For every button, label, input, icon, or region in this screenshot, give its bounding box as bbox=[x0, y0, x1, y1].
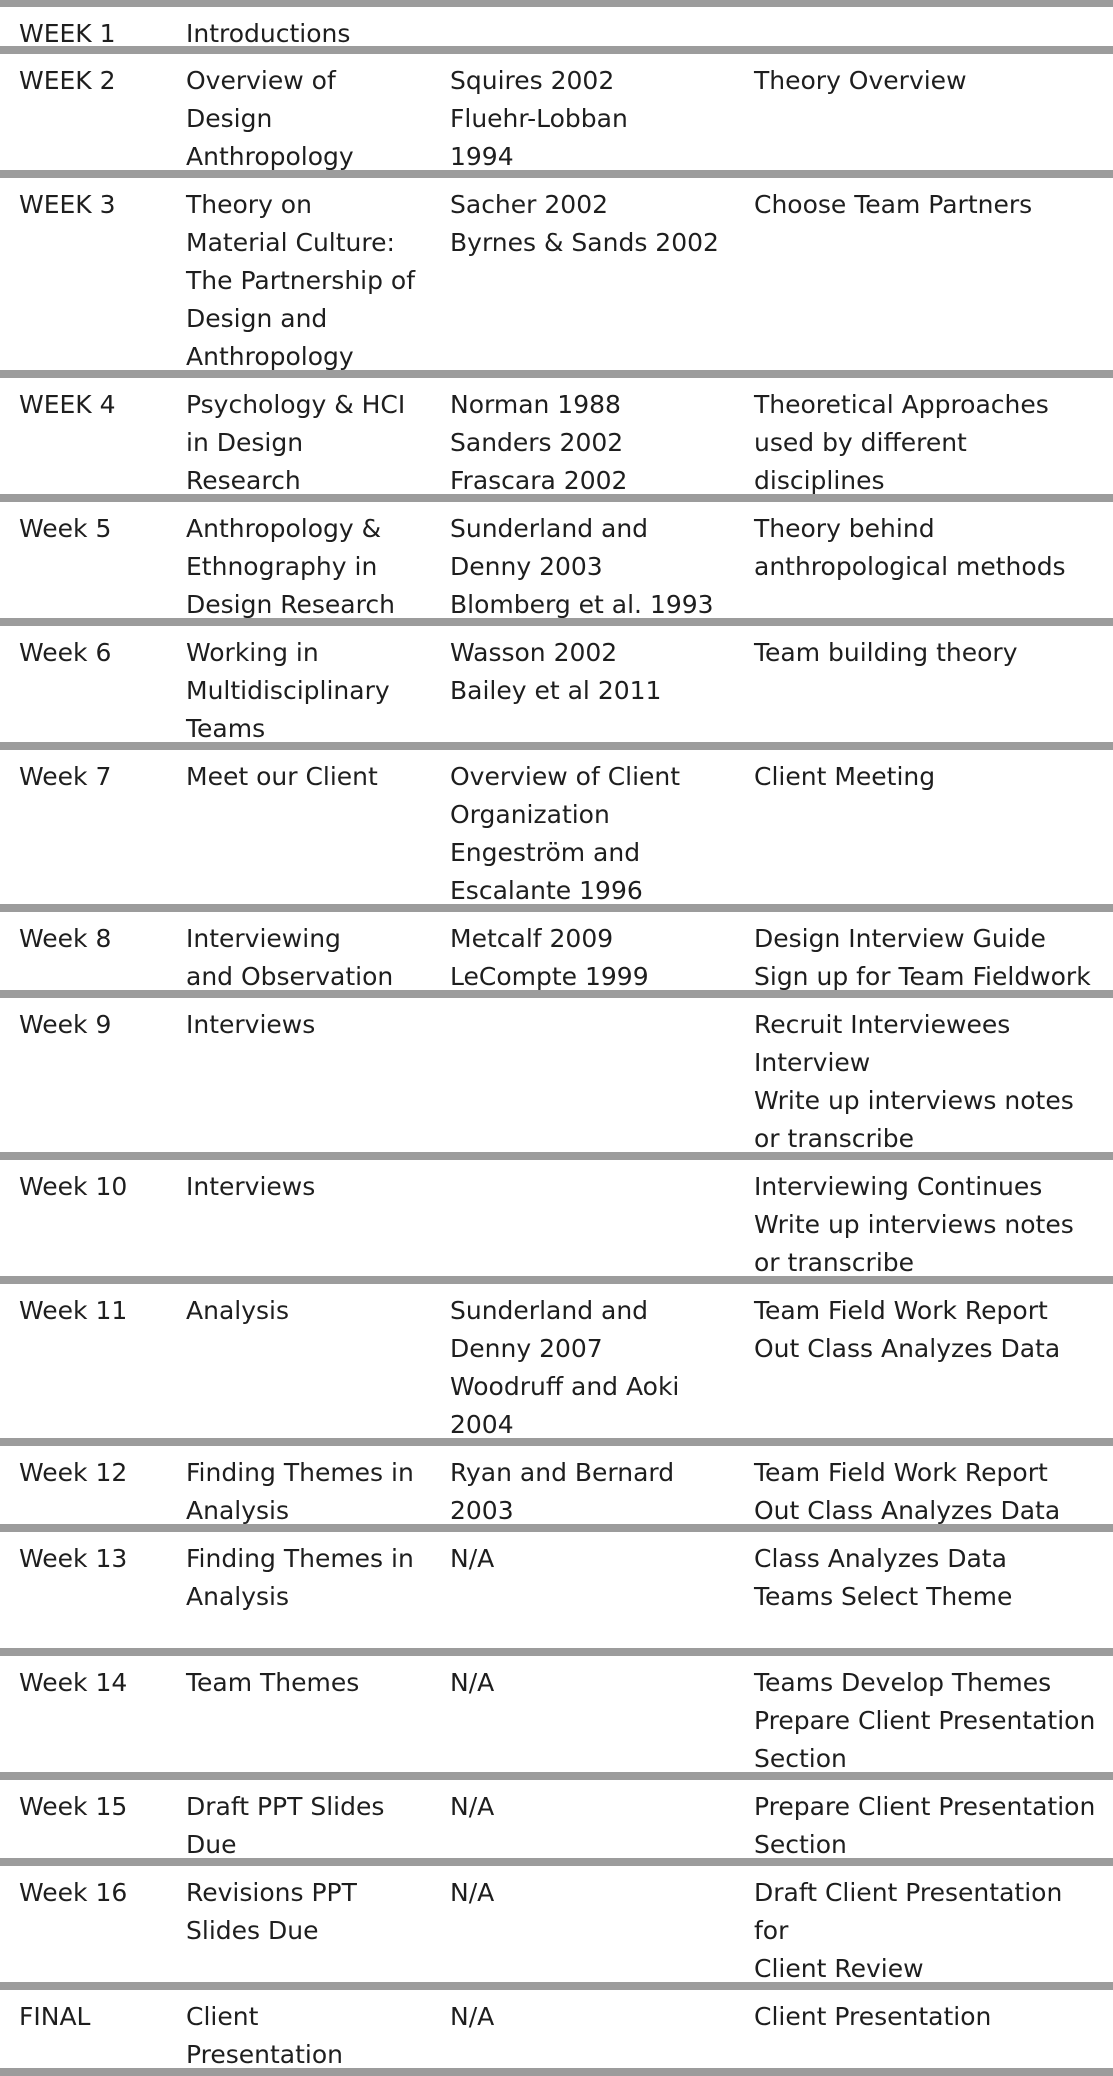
table-row bbox=[0, 1866, 1113, 1982]
week-cell: WEEK 2 bbox=[19, 66, 116, 95]
table-row bbox=[0, 1160, 1113, 1276]
readings-cell-line: N/A bbox=[450, 1544, 495, 1573]
topic-cell bbox=[186, 634, 390, 748]
readings-cell bbox=[450, 1454, 674, 1530]
topic-cell bbox=[186, 1292, 289, 1330]
readings-cell bbox=[450, 386, 627, 500]
topic-cell-line: Interviews bbox=[186, 1172, 316, 1201]
activities-cell bbox=[754, 62, 967, 100]
readings-cell-line: Sanders 2002 bbox=[450, 428, 624, 457]
topic-cell bbox=[186, 1454, 414, 1530]
topic-cell-line: Interviewing bbox=[186, 924, 341, 953]
topic-cell-line: Introductions bbox=[186, 19, 351, 48]
readings-cell-line: Sacher 2002 bbox=[450, 190, 609, 219]
topic-cell bbox=[186, 386, 405, 500]
readings-cell-line: 2003 bbox=[450, 1496, 514, 1525]
readings-cell-line: Organization bbox=[450, 800, 610, 829]
topic-cell-line: The Partnership of bbox=[186, 266, 416, 295]
activities-cell bbox=[754, 1168, 1074, 1282]
table-row bbox=[0, 1656, 1113, 1772]
readings-cell-line: Byrnes & Sands 2002 bbox=[450, 228, 719, 257]
topic-cell-line: and Observation bbox=[186, 962, 394, 991]
topic-cell bbox=[186, 1998, 343, 2074]
activities-cell bbox=[754, 510, 1066, 586]
topic-cell bbox=[186, 920, 393, 996]
activities-cell bbox=[754, 1788, 1095, 1864]
activities-cell-line: Teams Select Theme bbox=[754, 1582, 1013, 1611]
activities-cell-line: Theoretical Approaches bbox=[754, 390, 1049, 419]
readings-cell-line: 1994 bbox=[450, 142, 514, 171]
activities-cell-line: or transcribe bbox=[754, 1248, 915, 1277]
table-row bbox=[0, 378, 1113, 494]
readings-cell bbox=[450, 510, 714, 624]
topic-cell-line: Research bbox=[186, 466, 301, 495]
topic-cell bbox=[186, 1788, 384, 1864]
activities-cell bbox=[754, 1664, 1095, 1778]
activities-cell-line: Recruit Interviewees bbox=[754, 1010, 1011, 1039]
activities-cell-line: Write up interviews notes bbox=[754, 1210, 1074, 1239]
activities-cell-line: for bbox=[754, 1916, 789, 1945]
readings-cell-line: Metcalf 2009 bbox=[450, 924, 614, 953]
week-cell: Week 8 bbox=[19, 924, 112, 953]
topic-cell-line: Anthropology bbox=[186, 142, 354, 171]
activities-cell-line: Client Review bbox=[754, 1954, 924, 1983]
topic-cell-line: Anthropology & bbox=[186, 514, 382, 543]
week-cell: WEEK 4 bbox=[19, 390, 116, 419]
table-row bbox=[0, 750, 1113, 904]
week-cell: Week 16 bbox=[19, 1878, 128, 1907]
topic-cell bbox=[186, 62, 354, 176]
table-row bbox=[0, 502, 1113, 618]
table-row bbox=[0, 178, 1113, 370]
topic-cell-line: Working in bbox=[186, 638, 319, 667]
readings-cell-line: Norman 1988 bbox=[450, 390, 621, 419]
activities-cell-line: Write up interviews notes bbox=[754, 1086, 1074, 1115]
readings-cell bbox=[450, 634, 661, 710]
topic-cell-line: Client bbox=[186, 2002, 259, 2031]
readings-cell-line: N/A bbox=[450, 1792, 495, 1821]
readings-cell-line: Squires 2002 bbox=[450, 66, 615, 95]
activities-cell bbox=[754, 1874, 1062, 1988]
week-cell: Week 15 bbox=[19, 1792, 128, 1821]
table-row bbox=[0, 1780, 1113, 1858]
topic-cell bbox=[186, 1664, 359, 1702]
readings-cell-line: Frascara 2002 bbox=[450, 466, 628, 495]
activities-cell-line: Prepare Client Presentation bbox=[754, 1792, 1096, 1821]
activities-cell-line: Out Class Analyzes Data bbox=[754, 1496, 1061, 1525]
topic-cell-line: Anthropology bbox=[186, 342, 354, 371]
readings-cell-line: N/A bbox=[450, 1878, 495, 1907]
readings-cell-line: Woodruff and Aoki bbox=[450, 1372, 680, 1401]
readings-cell-line: LeCompte 1999 bbox=[450, 962, 649, 991]
readings-cell-line: Fluehr-Lobban bbox=[450, 104, 628, 133]
readings-cell-line: Ryan and Bernard bbox=[450, 1458, 675, 1487]
activities-cell bbox=[754, 1454, 1060, 1530]
readings-cell-line: Bailey et al 2011 bbox=[450, 676, 662, 705]
topic-cell-line: Analysis bbox=[186, 1296, 290, 1325]
readings-cell-line: N/A bbox=[450, 1668, 495, 1697]
topic-cell-line: Teams bbox=[186, 714, 266, 743]
activities-cell-line: Client Presentation bbox=[754, 2002, 992, 2031]
topic-cell bbox=[186, 186, 415, 376]
activities-cell-line: Section bbox=[754, 1744, 847, 1773]
table-row bbox=[0, 626, 1113, 742]
activities-cell bbox=[754, 386, 1049, 500]
activities-cell-line: Choose Team Partners bbox=[754, 190, 1033, 219]
week-cell: Week 14 bbox=[19, 1668, 128, 1697]
row-divider bbox=[0, 1648, 1113, 1656]
table-row bbox=[0, 1990, 1113, 2068]
topic-cell bbox=[186, 1874, 357, 1950]
topic-cell-line: Theory on bbox=[186, 190, 312, 219]
readings-cell bbox=[450, 62, 628, 176]
topic-cell-line: Overview of bbox=[186, 66, 336, 95]
week-cell: Week 7 bbox=[19, 762, 112, 791]
activities-cell-line: Teams Develop Themes bbox=[754, 1668, 1052, 1697]
readings-cell bbox=[450, 1292, 679, 1444]
topic-cell bbox=[186, 1006, 315, 1044]
readings-cell-line: Denny 2003 bbox=[450, 552, 603, 581]
topic-cell-line: Ethnography in bbox=[186, 552, 378, 581]
topic-cell-line: Due bbox=[186, 1830, 237, 1859]
activities-cell bbox=[754, 920, 1091, 996]
topic-cell-line: Meet our Client bbox=[186, 762, 378, 791]
table-row bbox=[0, 998, 1113, 1152]
activities-cell bbox=[754, 758, 935, 796]
activities-cell-line: used by different bbox=[754, 428, 967, 457]
week-cell: WEEK 3 bbox=[19, 190, 116, 219]
row-divider bbox=[0, 46, 1113, 54]
topic-cell-line: Psychology & HCI bbox=[186, 390, 406, 419]
readings-cell bbox=[450, 1788, 494, 1826]
topic-cell bbox=[186, 15, 350, 53]
topic-cell-line: Analysis bbox=[186, 1496, 290, 1525]
activities-cell-line: Team building theory bbox=[754, 638, 1018, 667]
activities-cell bbox=[754, 1006, 1074, 1158]
week-cell: Week 5 bbox=[19, 514, 112, 543]
readings-cell bbox=[450, 1540, 494, 1578]
activities-cell-line: Out Class Analyzes Data bbox=[754, 1334, 1061, 1363]
topic-cell bbox=[186, 758, 378, 796]
topic-cell-line: Draft PPT Slides bbox=[186, 1792, 385, 1821]
topic-cell-line: in Design bbox=[186, 428, 304, 457]
topic-cell bbox=[186, 1168, 315, 1206]
activities-cell bbox=[754, 1998, 991, 2036]
topic-cell-line: Material Culture: bbox=[186, 228, 395, 257]
row-divider bbox=[0, 370, 1113, 378]
activities-cell bbox=[754, 1292, 1060, 1368]
week-cell: Week 13 bbox=[19, 1544, 128, 1573]
week-cell: FINAL bbox=[19, 2002, 91, 2031]
readings-cell bbox=[450, 920, 649, 996]
activities-cell-line: Draft Client Presentation bbox=[754, 1878, 1063, 1907]
activities-cell-line: Design Interview Guide bbox=[754, 924, 1046, 953]
row-divider bbox=[0, 2068, 1113, 2076]
readings-cell bbox=[450, 1998, 494, 2036]
activities-cell bbox=[754, 186, 1032, 224]
week-cell: WEEK 1 bbox=[19, 19, 116, 48]
topic-cell-line: Analysis bbox=[186, 1582, 290, 1611]
readings-cell-line: Blomberg et al. 1993 bbox=[450, 590, 714, 619]
week-cell: Week 11 bbox=[19, 1296, 128, 1325]
activities-cell-line: Class Analyzes Data bbox=[754, 1544, 1007, 1573]
activities-cell-line: Theory behind bbox=[754, 514, 935, 543]
readings-cell-line: Sunderland and bbox=[450, 1296, 649, 1325]
activities-cell-line: Theory Overview bbox=[754, 66, 967, 95]
readings-cell-line: Overview of Client bbox=[450, 762, 681, 791]
week-cell: Week 12 bbox=[19, 1458, 128, 1487]
table-row bbox=[0, 1532, 1113, 1648]
topic-cell-line: Team Themes bbox=[186, 1668, 360, 1697]
activities-cell-line: Client Meeting bbox=[754, 762, 936, 791]
activities-cell-line: Interview bbox=[754, 1048, 871, 1077]
readings-cell-line: N/A bbox=[450, 2002, 495, 2031]
activities-cell-line: anthropological methods bbox=[754, 552, 1066, 581]
table-row bbox=[0, 1284, 1113, 1438]
week-cell: Week 10 bbox=[19, 1172, 128, 1201]
topic-cell-line: Interviews bbox=[186, 1010, 316, 1039]
readings-cell bbox=[450, 1664, 494, 1702]
topic-cell bbox=[186, 510, 395, 624]
activities-cell-line: Sign up for Team Fieldwork bbox=[754, 962, 1091, 991]
activities-cell-line: Team Field Work Report bbox=[754, 1296, 1048, 1325]
topic-cell-line: Design bbox=[186, 104, 273, 133]
readings-cell-line: Denny 2007 bbox=[450, 1334, 603, 1363]
activities-cell-line: Prepare Client Presentation bbox=[754, 1706, 1096, 1735]
readings-cell-line: 2004 bbox=[450, 1410, 514, 1439]
readings-cell bbox=[450, 758, 680, 910]
readings-cell-line: Sunderland and bbox=[450, 514, 649, 543]
table-row bbox=[0, 54, 1113, 170]
readings-cell-line: Escalante 1996 bbox=[450, 876, 643, 905]
topic-cell-line: Revisions PPT bbox=[186, 1878, 357, 1907]
activities-cell-line: Section bbox=[754, 1830, 847, 1859]
activities-cell-line: disciplines bbox=[754, 466, 885, 495]
readings-cell bbox=[450, 186, 719, 262]
topic-cell-line: Design Research bbox=[186, 590, 395, 619]
topic-cell bbox=[186, 1540, 414, 1616]
topic-cell-line: Presentation bbox=[186, 2040, 344, 2069]
topic-cell-line: Slides Due bbox=[186, 1916, 319, 1945]
readings-cell bbox=[450, 1874, 494, 1912]
week-cell: Week 6 bbox=[19, 638, 112, 667]
topic-cell-line: Design and bbox=[186, 304, 328, 333]
table-row bbox=[0, 912, 1113, 990]
readings-cell-line: Wasson 2002 bbox=[450, 638, 618, 667]
row-divider bbox=[0, 742, 1113, 750]
activities-cell-line: Team Field Work Report bbox=[754, 1458, 1048, 1487]
table-row bbox=[0, 1446, 1113, 1524]
activities-cell-line: or transcribe bbox=[754, 1124, 915, 1153]
table-row bbox=[0, 7, 1113, 46]
week-cell: Week 9 bbox=[19, 1010, 112, 1039]
topic-cell-line: Finding Themes in bbox=[186, 1458, 414, 1487]
topic-cell-line: Multidisciplinary bbox=[186, 676, 390, 705]
activities-cell-line: Interviewing Continues bbox=[754, 1172, 1043, 1201]
readings-cell-line: Engeström and bbox=[450, 838, 641, 867]
row-divider bbox=[0, 0, 1113, 7]
topic-cell-line: Finding Themes in bbox=[186, 1544, 414, 1573]
activities-cell bbox=[754, 634, 1018, 672]
activities-cell bbox=[754, 1540, 1012, 1616]
